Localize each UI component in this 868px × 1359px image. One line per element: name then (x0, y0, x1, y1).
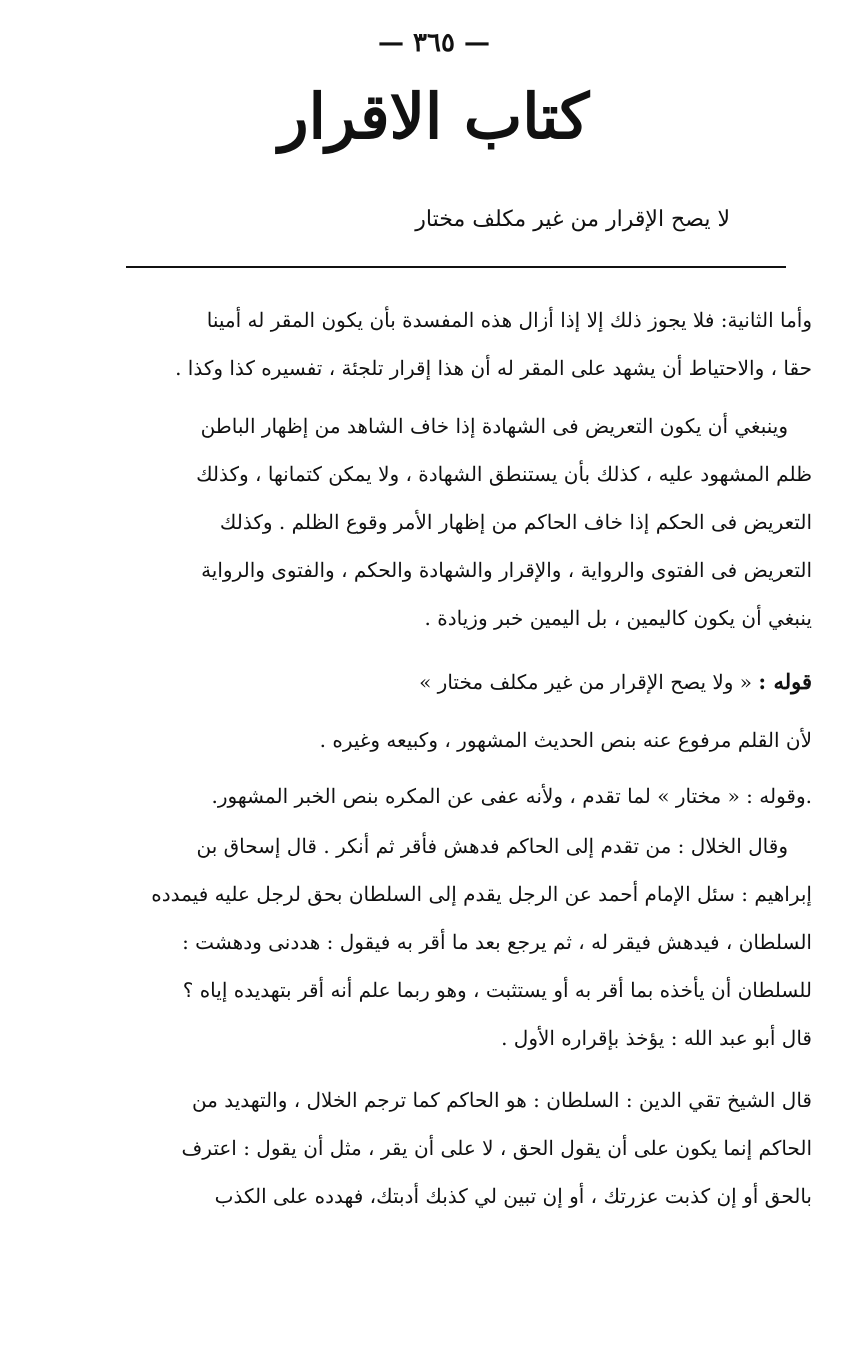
text-line: .وقوله : « مختار » لما تقدم ، ولأنه عفى عن المكره بنص الخبر المشهور. (211, 784, 812, 808)
text-line: التعريض فى الحكم إذا خاف الحاكم من إظهار الأمر وقوع الظلم . وكذلك (219, 510, 812, 534)
text-line: السلطان ، فيدهش فيقر له ، ثم يرجع بعد ما أقر به فيقول : هددنى ودهشت : (182, 930, 812, 954)
paragraph-3 (128, 716, 812, 764)
text-line: التعريض فى الفتوى والرواية ، والإقرار والشهادة والحكم ، والفتوى والرواية (201, 558, 812, 582)
text-line: وقال الخلال : من تقدم إلى الحاكم فدهش فأقر ثم أنكر . قال إسحاق بن (196, 834, 788, 858)
paragraph-6 (128, 1076, 812, 1220)
text-line: ينبغي أن يكون كاليمين ، بل اليمين خبر وزيادة . (424, 606, 812, 630)
paragraph-5 (128, 822, 812, 1062)
text-line: إبراهيم : سئل الإمام أحمد عن الرجل يقدم إلى السلطان بحق لرجل عليه فيمدده (151, 882, 812, 906)
paragraph-4 (128, 772, 812, 820)
paragraph-1 (128, 296, 812, 392)
header-divider (126, 266, 786, 268)
quote-lead: قوله : (758, 669, 812, 694)
quote-text: « ولا يصح الإقرار من غير مكلف مختار » (419, 670, 753, 694)
quote-line (128, 658, 812, 706)
text-line: قال الشيخ تقي الدين : السلطان : هو الحاكم كما ترجم الخلال ، والتهديد من (191, 1088, 812, 1112)
text-line: الحاكم إنما يكون على أن يقول الحق ، لا على أن يقر ، مثل أن يقول : اعترف (181, 1136, 812, 1160)
text-line: حقا ، والاحتياط أن يشهد على المقر له أن هذا إقرار تلجئة ، تفسيره كذا وكذا . (175, 356, 812, 380)
text-line: لأن القلم مرفوع عنه بنص الحديث المشهور ، وكبيعه وغيره . (319, 728, 812, 752)
text-line: وينبغي أن يكون التعريض فى الشهادة إذا خاف الشاهد من إظهار الباطن (200, 414, 788, 438)
chapter-title: كتاب الاقرار (278, 80, 590, 153)
text-line: وأما الثانية: فلا يجوز ذلك إلا إذا أزال هذه المفسدة بأن يكون المقر له أمينا (206, 308, 812, 332)
text-line: ظلم المشهود عليه ، كذلك بأن يستنطق الشهادة ، ولا يمكن كتمانها ، وكذلك (196, 462, 812, 486)
text-line: قال أبو عبد الله : يؤخذ بإقراره الأول . (501, 1026, 812, 1050)
text-line: للسلطان أن يأخذه بما أقر به أو يستثبت ، وهو ربما علم أنه أقر بتهديده إياه ؟ (182, 978, 812, 1002)
text-line: بالحق أو إن كذبت عزرتك ، أو إن تبين لي كذبك أدبتك، فهدده على الكذب (214, 1184, 812, 1208)
paragraph-2 (128, 402, 812, 642)
page-number: — ٣٦٥ — (377, 28, 491, 58)
section-caption: لا يصح الإقرار من غير مكلف مختار (415, 207, 730, 232)
